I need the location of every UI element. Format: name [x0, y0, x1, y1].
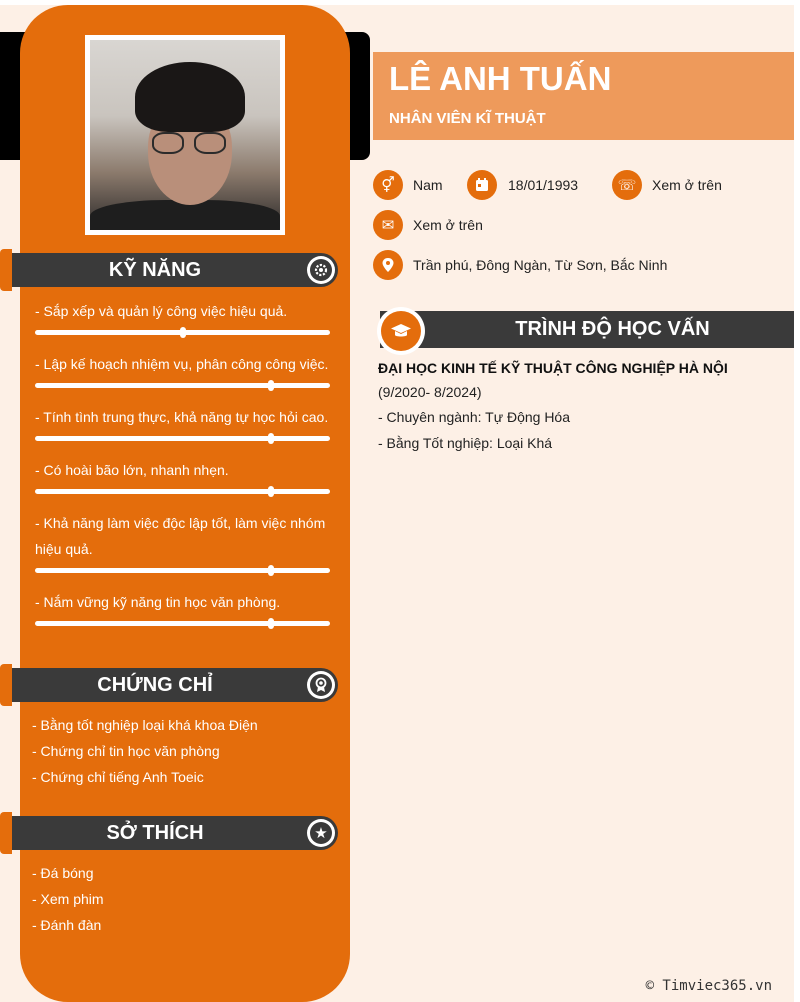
profile-photo	[90, 40, 280, 230]
skills-header	[12, 253, 338, 287]
location-pin-icon	[373, 250, 403, 280]
skill-level-knob	[268, 486, 274, 497]
skill-item: - Tính tình trung thực, khả năng tự học hỏi cao.	[35, 409, 329, 425]
skill-level-knob	[268, 380, 274, 391]
certificates-header	[12, 668, 338, 702]
skill-level-bar	[35, 621, 330, 626]
skill-level-knob	[268, 433, 274, 444]
certificate-item: - Bằng tốt nghiệp loại khá khoa Điện	[32, 717, 258, 733]
gender-value: Nam	[413, 177, 443, 193]
certificates-title: CHỨNG CHỈ	[97, 674, 213, 696]
footer-watermark: © Timviec365.vn	[645, 978, 772, 994]
education-title: TRÌNH ĐỘ HỌC VẤN	[515, 318, 710, 340]
skill-level-knob	[268, 618, 274, 629]
star-icon: ★	[307, 819, 335, 847]
email-icon: ✉	[373, 210, 403, 240]
email-value: Xem ở trên	[413, 217, 483, 233]
address-value: Trần phú, Đông Ngàn, Từ Sơn, Bắc Ninh	[413, 257, 668, 273]
skill-level-bar	[35, 489, 330, 494]
skill-level-bar	[35, 383, 330, 388]
hobby-item: - Đá bóng	[32, 865, 94, 881]
phone-icon: ☏	[612, 170, 642, 200]
skill-item: - Có hoài bão lớn, nhanh nhẹn.	[35, 462, 229, 478]
gender-icon: ⚥	[373, 170, 403, 200]
skill-level-bar	[35, 568, 330, 573]
avatar	[85, 35, 285, 235]
full-name: LÊ ANH TUẤN	[389, 60, 612, 97]
skill-item: - Khả năng làm việc độc lập tốt, làm việc nhóm hiệu quả.	[35, 515, 326, 557]
gear-icon	[307, 256, 335, 284]
calendar-icon	[467, 170, 497, 200]
hobby-item: - Xem phim	[32, 891, 104, 907]
certificate-item: - Chứng chỉ tin học văn phòng	[32, 743, 220, 759]
school-name: ĐẠI HỌC KINH TẾ KỸ THUẬT CÔNG NGHIỆP HÀ NỘI	[378, 360, 728, 376]
education-period: (9/2020- 8/2024)	[378, 384, 482, 400]
job-title: NHÂN VIÊN KĨ THUẬT	[389, 110, 546, 127]
hobbies-title: SỞ THÍCH	[106, 822, 204, 844]
award-icon	[307, 671, 335, 699]
birthday-value: 18/01/1993	[508, 177, 579, 193]
skill-level-knob	[180, 327, 186, 338]
skill-item: - Lập kế hoạch nhiệm vụ, phân công công việc.	[35, 356, 329, 372]
graduation-cap-icon	[377, 307, 425, 355]
skill-level-knob	[268, 565, 274, 576]
skills-title: KỸ NĂNG	[108, 259, 202, 281]
hobby-item: - Đánh đàn	[32, 917, 102, 933]
skill-level-bar	[35, 330, 330, 335]
name-box	[373, 52, 794, 140]
education-degree: - Bằng Tốt nghiệp: Loại Khá	[378, 435, 553, 451]
phone-value: Xem ở trên	[652, 177, 722, 193]
certificate-item: - Chứng chỉ tiếng Anh Toeic	[32, 769, 204, 785]
hobbies-header	[12, 816, 338, 850]
skill-item: - Nắm vững kỹ năng tin học văn phòng.	[35, 594, 281, 610]
skill-level-bar	[35, 436, 330, 441]
skill-item: - Sắp xếp và quản lý công việc hiệu quả.	[35, 303, 288, 319]
education-major: - Chuyên ngành: Tự Động Hóa	[378, 409, 571, 425]
